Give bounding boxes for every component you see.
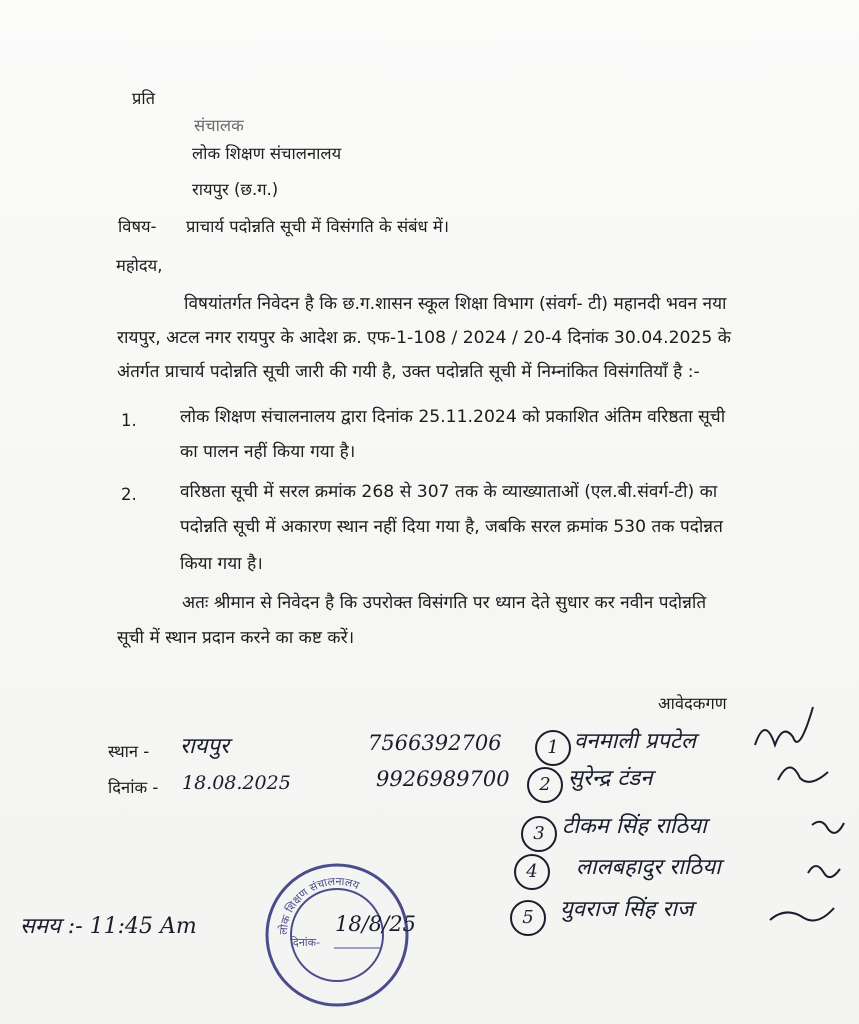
point1-line1: लोक शिक्षण संचालनालय द्वारा दिनांक 25.11.2024 को प्रकाशित अंतिम वरिष्ठता सूची — [180, 407, 726, 427]
salutation: महोदय, — [116, 256, 163, 275]
signatory-4-name: लालबहादुर राठिया — [576, 855, 721, 880]
point2-line3: किया गया है। — [180, 554, 263, 574]
subject-text: प्राचार्य पदोन्नति सूची में विसंगति के संबंध में। — [186, 217, 450, 236]
para1-line3: अंतर्गत प्राचार्य पदोन्नति सूची जारी की गयी है, उक्त पदोन्नति सूची में निम्नांकित विसंगतियाँ है :- — [117, 362, 700, 382]
date-value: 18.08.2025 — [182, 772, 291, 794]
point1-number: 1. — [121, 411, 137, 430]
point2-line1: वरिष्ठता सूची में सरल क्रमांक 268 से 307 तक के व्याख्याताओं (एल.बी.संवर्ग-टी) का — [180, 482, 718, 502]
signature-2-mark — [778, 767, 828, 781]
prati-label: प्रति — [132, 89, 156, 108]
applicants-label: आवेदकगण — [658, 694, 727, 713]
signatory-5-name: युवराज सिंह राज — [560, 897, 694, 922]
addressee-office: लोक शिक्षण संचालनालय — [192, 144, 342, 163]
place-value: रायपुर — [180, 734, 229, 759]
date-label: दिनांक - — [108, 778, 159, 797]
signatory-3-name: टीकम सिंह राठिया — [562, 814, 707, 839]
signatory-1-number: 1 — [535, 730, 571, 766]
signatory-2-name: सुरेन्द्र टंडन — [568, 766, 653, 791]
signatory-4-number: 4 — [514, 854, 550, 890]
para1-line1: विषयांतर्गत निवेदन है कि छ.ग.शासन स्कूल शिक्षा विभाग (संवर्ग- टी) महानदी भवन नया — [184, 294, 727, 314]
addressee-city: रायपुर (छ.ग.) — [192, 180, 279, 199]
signature-3-mark — [812, 822, 844, 833]
signature-1-mark — [755, 707, 813, 745]
signatory-5-number: 5 — [510, 900, 546, 936]
signatory-1-name: वनमाली प्रपटेल — [574, 729, 696, 754]
para1-line2: रायपुर, अटल नगर रायपुर के आदेश क्र. एफ-1-108 / 2024 / 20-4 दिनांक 30.04.2025 के — [117, 328, 731, 348]
point2-number: 2. — [121, 485, 137, 504]
subject-label: विषय- — [118, 217, 157, 236]
place-label: स्थान - — [108, 742, 150, 761]
seal-date-label: दिनांक- — [290, 936, 321, 949]
closing-line1: अतः श्रीमान से निवेदन है कि उपरोक्त विसंगति पर ध्यान देते सुधार कर नवीन पदोन्नति — [182, 593, 707, 613]
addressee-designation: संचालक — [194, 116, 244, 135]
seal-date-value: 18/8/25 — [335, 912, 416, 936]
point2-line2: पदोन्नति सूची में अकारण स्थान नहीं दिया गया है, जबकि सरल क्रमांक 530 तक पदोन्नत — [180, 517, 723, 537]
seal-arc-text: लोक शिक्षण संचालनालय — [276, 874, 362, 936]
signatory-2-number: 2 — [527, 767, 563, 803]
signatory-3-number: 3 — [521, 816, 557, 852]
signature-4-mark — [808, 866, 840, 877]
phone-2: 9926989700 — [376, 767, 510, 791]
signature-5-mark — [770, 908, 834, 920]
time-note: समय :- 11:45 Am — [20, 914, 197, 939]
phone-1: 7566392706 — [368, 731, 502, 755]
point1-line2: का पालन नहीं किया गया है। — [180, 442, 356, 462]
closing-line2: सूची में स्थान प्रदान करने का कष्ट करें। — [117, 628, 355, 648]
